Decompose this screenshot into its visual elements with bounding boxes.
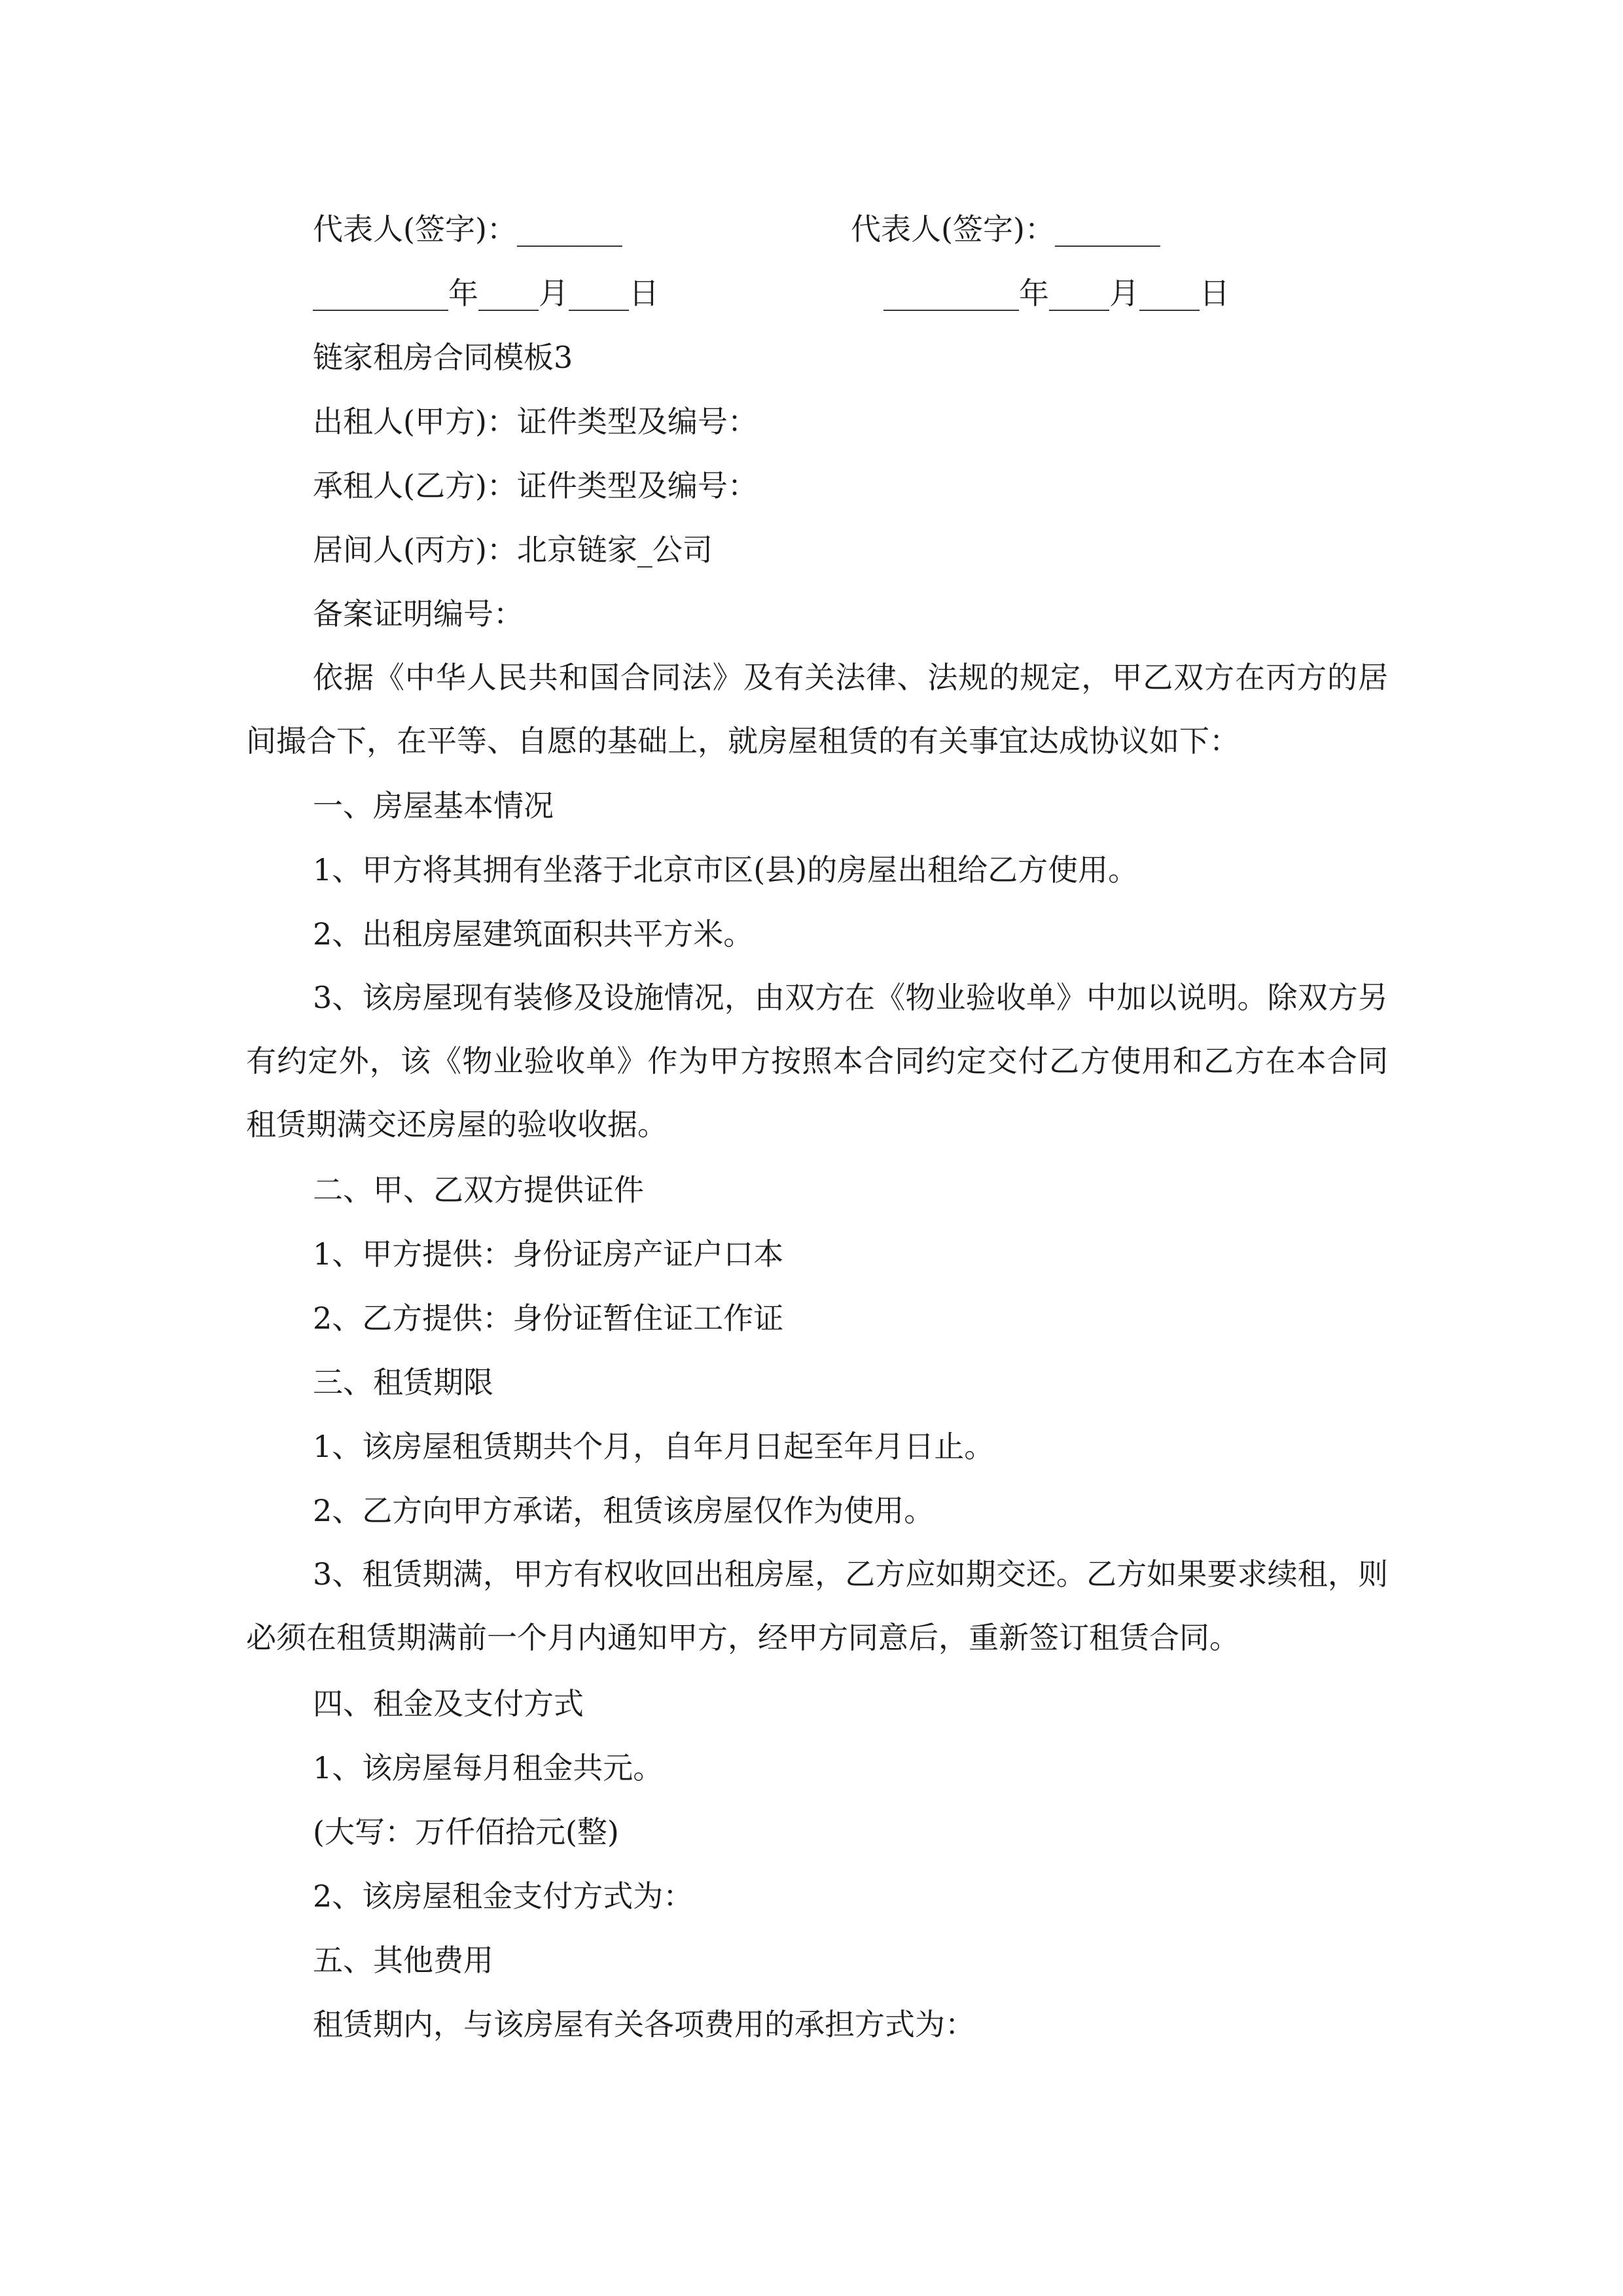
representative-signature-left: 代表人(签字)：_______ — [313, 211, 622, 247]
document-title: 链家租房合同模板3 — [313, 340, 573, 375]
clause-3-2: 2、乙方向甲方承诺，租赁该房屋仅作为使用。 — [313, 1493, 935, 1528]
clause-1-2: 2、出租房屋建筑面积共平方米。 — [313, 916, 754, 952]
lessee-line: 承租人(乙方)：证件类型及编号： — [313, 468, 758, 503]
clause-4-2: 2、该房屋租金支付方式为： — [313, 1878, 694, 1914]
signature-date-right: _________年____月____日 — [883, 276, 1230, 311]
agent-line: 居间人(丙方)：北京链家_公司 — [313, 532, 713, 567]
clause-2-1: 1、甲方提供：身份证房产证户口本 — [313, 1236, 784, 1272]
clause-5-text: 租赁期内，与该房屋有关各项费用的承担方式为： — [313, 2007, 975, 2042]
intro-paragraph: 依据《中华人民共和国合同法》及有关法律、法规的规定，甲乙双方在丙方的居间撮合下，在平等、自愿的基础上，就房屋租赁的有关事宜达成协议如下： — [246, 660, 1388, 759]
clause-3-3: 3、租赁期满，甲方有权收回出租房屋，乙方应如期交还。乙方如果要求续租，则必须在租赁期满前一个月内通知甲方，经甲方同意后，重新签订租赁合同。 — [246, 1556, 1388, 1655]
lessor-line: 出租人(甲方)：证件类型及编号： — [313, 404, 758, 439]
signature-date-left: _________年____月____日 — [313, 276, 659, 311]
record-number-line: 备案证明编号： — [313, 596, 524, 632]
clause-3-1: 1、该房屋租赁期共个月，自年月日起至年月日止。 — [313, 1429, 995, 1464]
clause-1-1: 1、甲方将其拥有坐落于北京市区(县)的房屋出租给乙方使用。 — [313, 852, 1139, 888]
section-heading-term: 三、租赁期限 — [313, 1365, 493, 1400]
clause-4-1: 1、该房屋每月租金共元。 — [313, 1750, 664, 1785]
clause-2-2: 2、乙方提供：身份证暂住证工作证 — [313, 1300, 784, 1336]
section-heading-basic-info: 一、房屋基本情况 — [313, 788, 554, 823]
clause-1-3: 3、该房屋现有装修及设施情况，由双方在《物业验收单》中加以说明。除双方另有约定外，该《物业验收单》作为甲方按照本合同约定交付乙方使用和乙方在本合同租赁期满交还房屋的验收收据。 — [246, 980, 1388, 1142]
section-heading-rent: 四、租金及支付方式 — [313, 1686, 584, 1721]
section-heading-documents: 二、甲、乙双方提供证件 — [313, 1172, 644, 1208]
section-heading-other-fees: 五、其他费用 — [313, 1943, 493, 1978]
representative-signature-right: 代表人(签字)：_______ — [851, 211, 1160, 247]
clause-4-1-amount-in-words: (大写：万仟佰拾元(整) — [313, 1814, 619, 1850]
